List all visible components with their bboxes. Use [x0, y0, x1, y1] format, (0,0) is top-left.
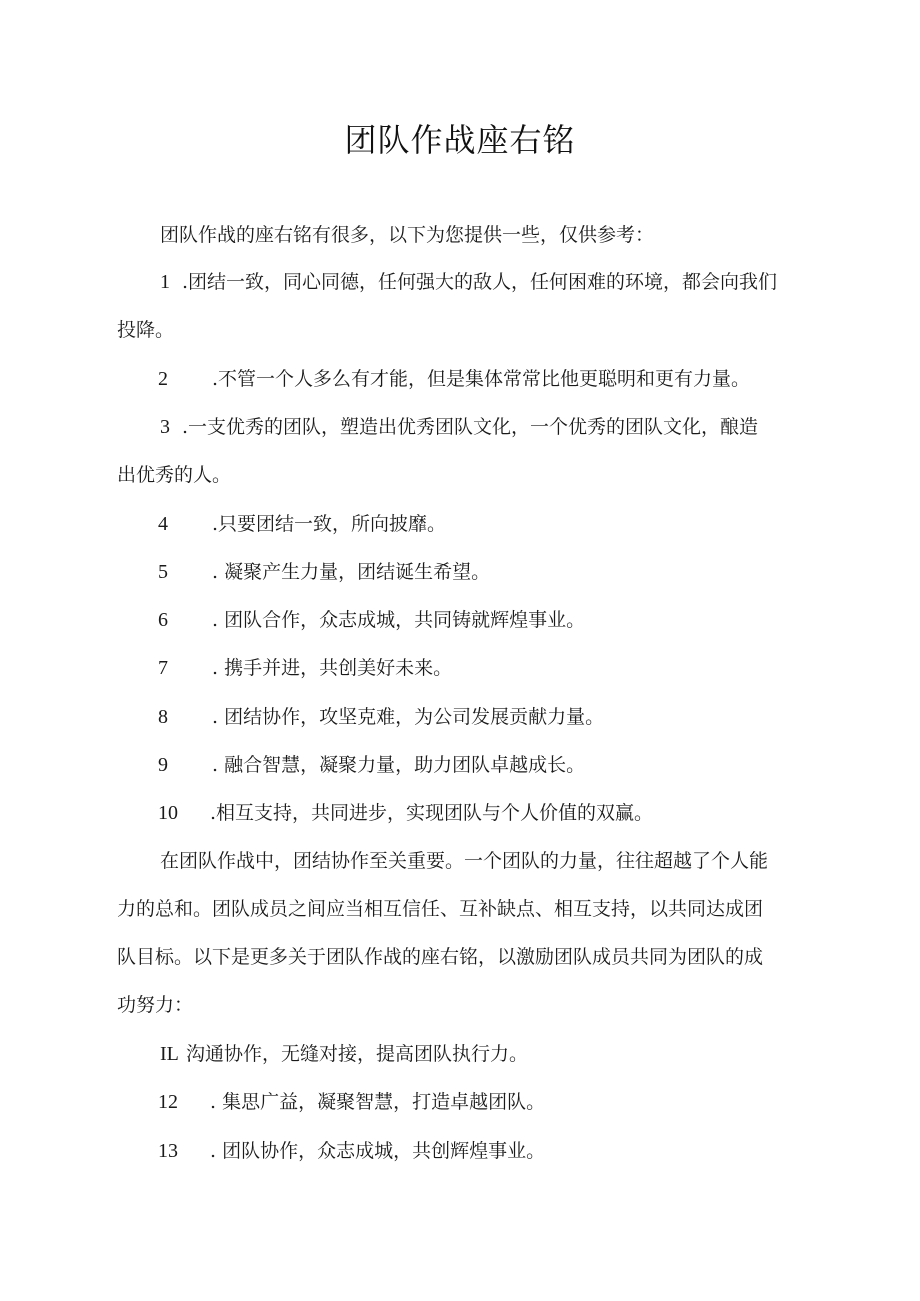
list-item: [160, 268, 777, 296]
list-item: [158, 1088, 545, 1116]
paragraph-line: 功努力：: [117, 994, 194, 1016]
item-number: IL: [160, 1043, 179, 1065]
item-text: .只要团结一致，所向披靡。: [212, 513, 447, 535]
list-item: [158, 510, 446, 538]
item-number: 1: [160, 271, 170, 293]
item-text: .一支优秀的团队，塑造出优秀团队文化，一个优秀的团队文化，酿造: [182, 416, 759, 438]
item-number: 2: [158, 368, 168, 390]
item-text: .团结一致，同心同德，任何强大的敌人，任何困难的环境，都会向我们: [182, 271, 778, 293]
item-number: 3: [160, 416, 170, 438]
list-item: [158, 558, 490, 586]
intro-text: 团队作战的座右铭有很多，以下为您提供一些，仅供参考：: [160, 224, 655, 246]
list-item-continuation: 投降。: [117, 319, 175, 341]
list-item: [158, 751, 585, 779]
item-number: 13: [158, 1140, 178, 1162]
item-number: 8: [158, 706, 168, 728]
item-text: . 团结协作，攻坚克难，为公司发展贡献力量。: [212, 706, 605, 728]
list-item: [158, 703, 604, 731]
item-text: 沟通协作，无缝对接，提高团队执行力。: [186, 1043, 529, 1065]
list-item: [158, 799, 653, 827]
item-number: 5: [158, 561, 168, 583]
list-item: [158, 654, 452, 682]
paragraph-line: 力的总和。团队成员之间应当相互信任、互补缺点、相互支持，以共同达成团: [117, 898, 764, 920]
item-number: 9: [158, 754, 168, 776]
paragraph-line: 队目标。以下是更多关于团队作战的座右铭，以激励团队成员共同为团队的成: [117, 946, 764, 968]
item-number: 10: [158, 802, 178, 824]
list-item: [158, 606, 585, 634]
item-text: . 融合智慧，凝聚力量，助力团队卓越成长。: [212, 754, 586, 776]
item-number: 7: [158, 657, 168, 679]
list-item: [158, 1137, 545, 1165]
item-text: . 凝聚产生力量，团结诞生希望。: [212, 561, 491, 583]
item-text: . 团队协作，众志成城，共创辉煌事业。: [210, 1140, 546, 1162]
list-item: [160, 1040, 528, 1068]
item-text: .相互支持，共同进步，实现团队与个人价值的双赢。: [210, 802, 654, 824]
list-item-continuation: 出优秀的人。: [117, 464, 232, 486]
item-number: 12: [158, 1091, 178, 1113]
list-item: [158, 365, 750, 393]
item-text: .不管一个人多么有才能，但是集体常常比他更聪明和更有力量。: [212, 368, 751, 390]
page-title: 团队作战座右铭: [344, 121, 576, 159]
item-number: 6: [158, 609, 168, 631]
paragraph-line: 在团队作战中，团结协作至关重要。一个团队的力量，往往超越了个人能: [160, 850, 769, 872]
list-item: [160, 413, 758, 441]
item-text: . 团队合作，众志成城，共同铸就辉煌事业。: [212, 609, 586, 631]
item-text: . 携手并进，共创美好未来。: [212, 657, 453, 679]
item-text: . 集思广益，凝聚智慧，打造卓越团队。: [210, 1091, 546, 1113]
item-number: 4: [158, 513, 168, 535]
